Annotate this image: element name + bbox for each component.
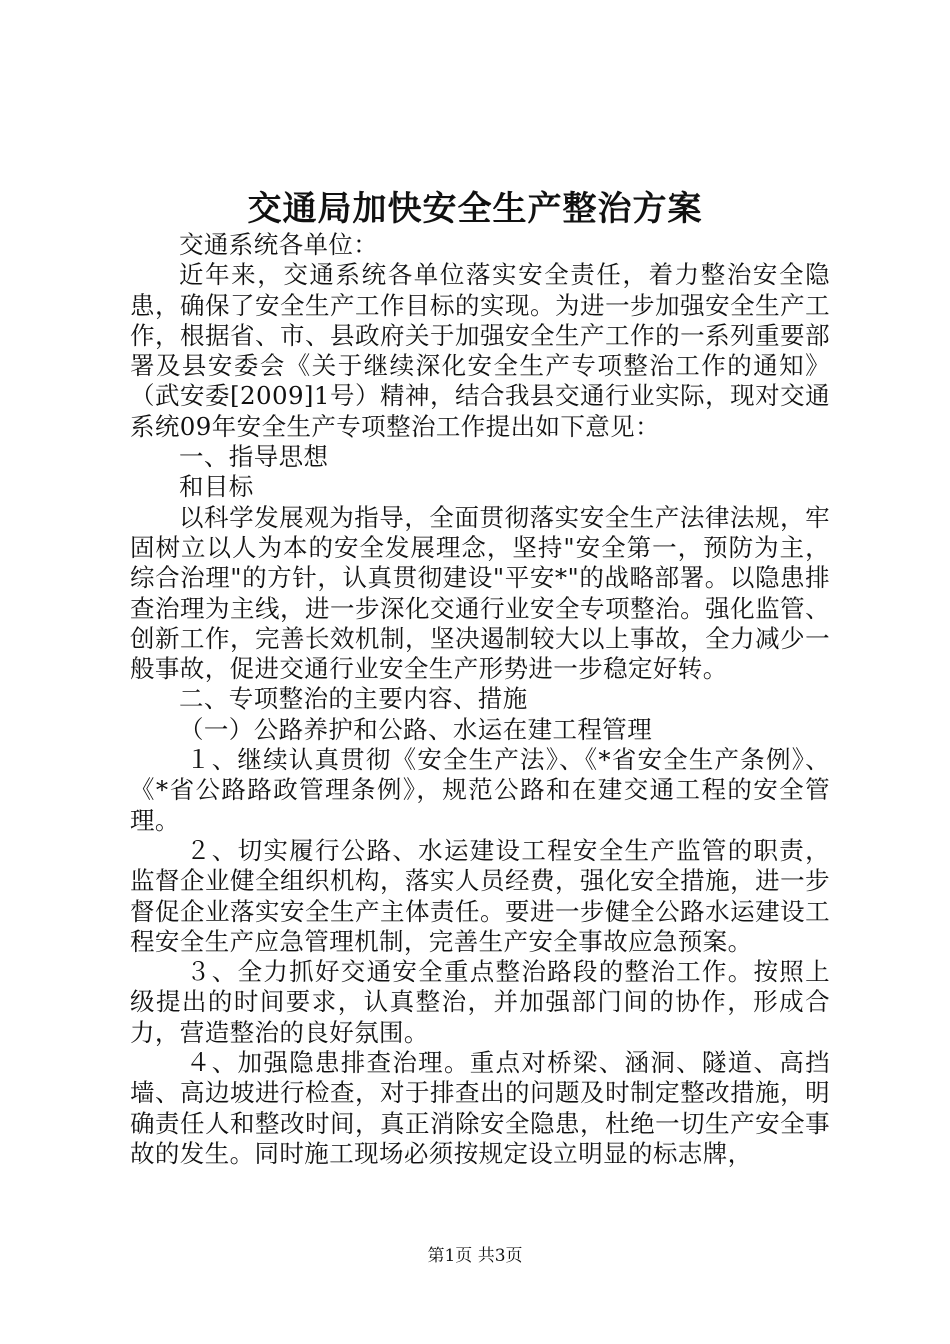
- item-4: ４、加强隐患排查治理。重点对桥梁、涵洞、隧道、高挡墙、高边坡进行检查，对于排查出的问题及时制定整改措施，明确责任人和整改时间，真正消除安全隐患，杜绝一切生产安全事故的发生。同时施工现场必须按规定设立明显的标志牌，: [130, 1048, 830, 1168]
- section-heading-2: 二、专项整治的主要内容、措施: [179, 684, 528, 714]
- document-title: 交通局加快安全生产整治方案: [247, 189, 703, 229]
- intro-paragraph: 近年来，交通系统各单位落实安全责任，着力整治安全隐患，确保了安全生产工作目标的实现。为进一步加强安全生产工作，根据省、市、县政府关于加强安全生产工作的一系列重要部署及县安委会《关于继续深化安全生产专项整治工作的通知》（武安委[2009]1号）精神，结合我县交通行业实际，现对交通系统09年安全生产专项整治工作提出如下意见：: [130, 260, 830, 441]
- item-1: １、继续认真贯彻《安全生产法》、《*省安全生产条例》、《*省公路路政管理条例》，规范公路和在建交通工程的安全管理。: [130, 745, 830, 835]
- subsection-heading-1: （一）公路养护和公路、水运在建工程管理: [179, 714, 653, 744]
- item-2: ２、切实履行公路、水运建设工程安全生产监管的职责，监督企业健全组织机构，落实人员经费，强化安全措施，进一步督促企业落实安全生产主体责任。要进一步健全公路水运建设工程安全生产应急管理机制，完善生产安全事故应急预案。: [130, 835, 830, 956]
- item-3: ３、全力抓好交通安全重点整治路段的整治工作。按照上级提出的时间要求，认真整治，并加强部门间的协作，形成合力，营造整治的良好氛围。: [130, 957, 830, 1047]
- section-heading-1-cont: 和目标: [179, 472, 254, 502]
- guiding-paragraph: 以科学发展观为指导，全面贯彻落实安全生产法律法规，牢固树立以人为本的安全发展理念，坚持"安全第一，预防为主，综合治理"的方针，认真贯彻建设"平安*"的战略部署。以隐患排查治理为主线，进一步深化交通行业安全专项整治。强化监管、创新工作，完善长效机制，坚决遏制较大以上事故，全力减少一般事故，促进交通行业安全生产形势进一步稳定好转。: [130, 502, 830, 684]
- section-heading-1: 一、指导思想: [179, 442, 329, 472]
- document-body: [130, 230, 830, 1169]
- page-footer: 第1页 共3页: [427, 1246, 523, 1266]
- salutation: 交通系统各单位：: [179, 230, 379, 259]
